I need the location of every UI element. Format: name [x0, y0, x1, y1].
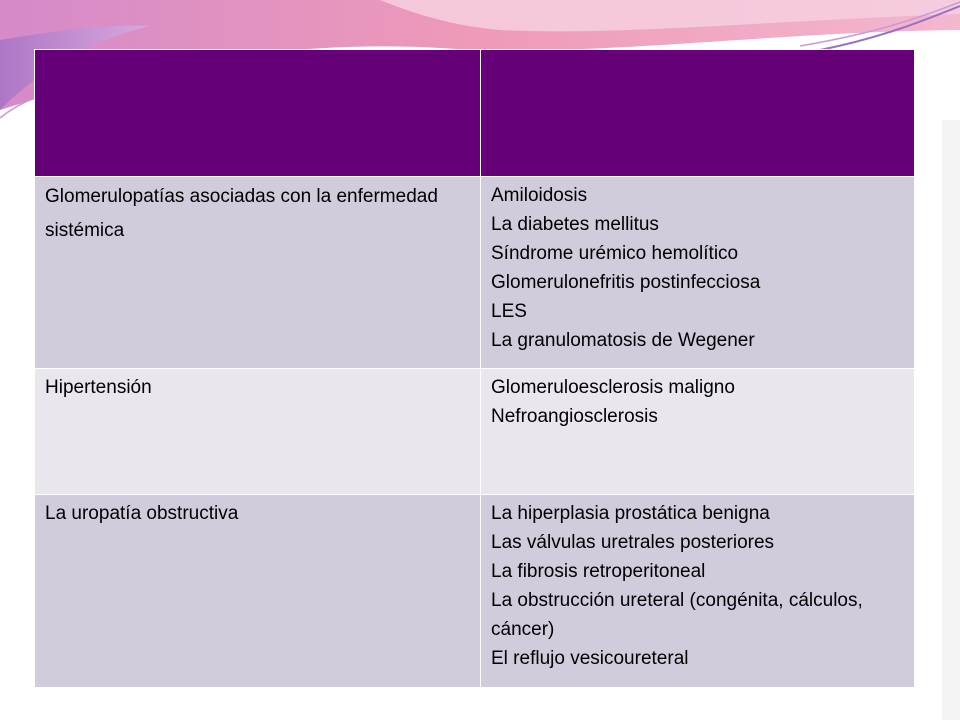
table-cell-category [35, 495, 481, 688]
list-item: La diabetes mellitus [491, 214, 659, 235]
list-item: Glomeruloesclerosis maligno [491, 377, 735, 398]
table-cell-conditions [481, 369, 915, 495]
conditions-list [481, 495, 914, 673]
table-cell-category [35, 177, 481, 369]
list-item: La hiperplasia prostática benigna [491, 503, 770, 524]
category-label: Glomerulopatías asociadas con la enfermedad sistémica [45, 186, 438, 241]
list-item: La granulomatosis de Wegener [491, 330, 755, 351]
table-row [35, 369, 915, 495]
table-header-row [35, 50, 915, 177]
table-cell-category [35, 369, 481, 495]
category-label: La uropatía obstructiva [45, 503, 239, 524]
header-cell-left [35, 50, 481, 177]
list-item: El reflujo vesicoureteral [491, 648, 689, 669]
table-cell-conditions [481, 177, 915, 369]
comparison-table [34, 49, 915, 688]
list-item: Amiloidosis [491, 185, 588, 206]
conditions-list [481, 177, 914, 355]
category-label: Hipertensión [45, 377, 152, 398]
header-cell-right [481, 50, 915, 177]
conditions-list [481, 369, 914, 431]
table-row [35, 177, 915, 369]
list-item: La obstrucción ureteral (congénita, cálculos, cáncer) [491, 590, 863, 640]
list-item: Glomerulonefritis postinfecciosa [491, 272, 761, 293]
right-edge-shade [942, 120, 960, 720]
list-item: Síndrome urémico hemolítico [491, 243, 739, 264]
list-item: Las válvulas uretrales posteriores [491, 532, 775, 553]
table-cell-conditions [481, 495, 915, 688]
list-item: La fibrosis retroperitoneal [491, 561, 706, 582]
list-item: LES [491, 301, 527, 322]
table-row [35, 495, 915, 688]
list-item: Nefroangiosclerosis [491, 406, 658, 427]
